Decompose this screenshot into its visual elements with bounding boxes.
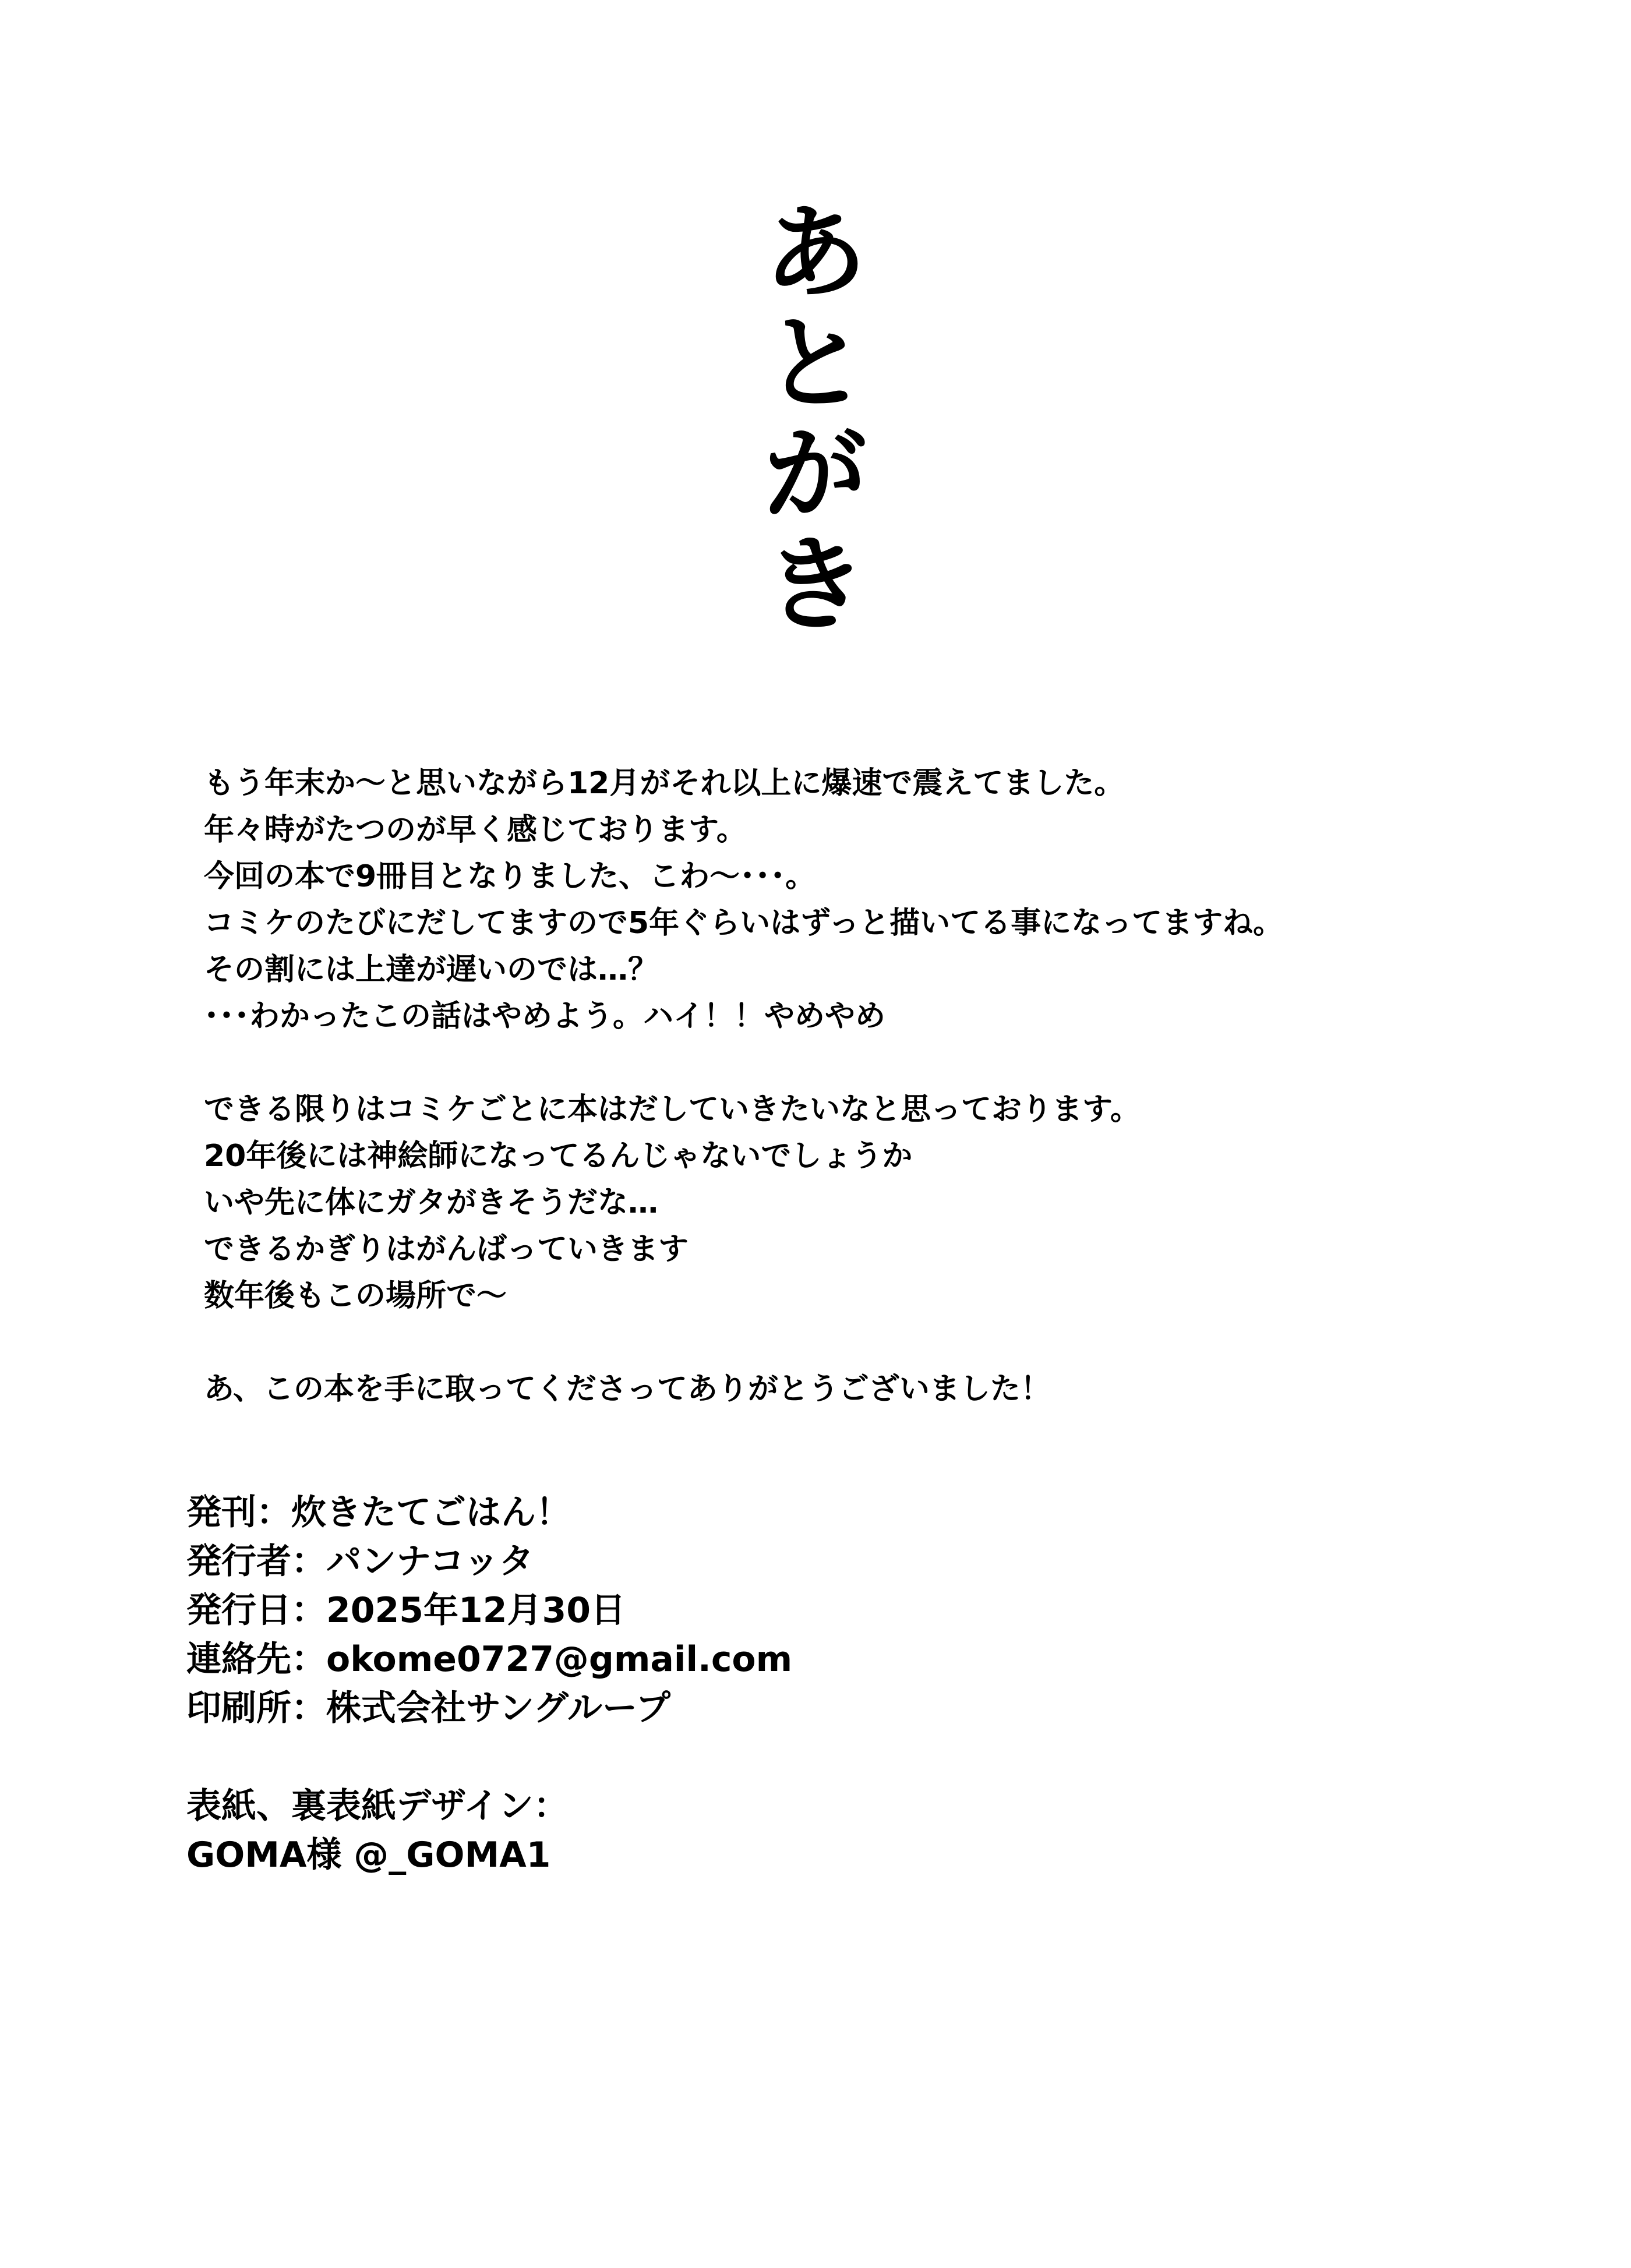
title-char: き — [764, 525, 867, 645]
title-char: が — [764, 415, 867, 534]
colophon — [186, 1488, 1526, 1880]
title-char: あ — [764, 193, 867, 313]
colophon-printer: 印刷所：株式会社サングループ — [186, 1688, 670, 1729]
body-line: 数年後もこの場所で〜 — [204, 1278, 507, 1313]
colophon-design-label: 表紙、裏表紙デザイン： — [186, 1786, 569, 1827]
afterword-title — [0, 193, 1631, 645]
colophon-publisher: 発行者：パンナコッタ — [186, 1541, 534, 1582]
body-line: いや先に体にガタがきそうだな… — [204, 1185, 659, 1220]
body-line: できる限りはコミケごとに本はだしていきたいなと思っております。 — [204, 1092, 1141, 1127]
body-line: 20年後には神絵師になってるんじゃないでしょうか — [204, 1139, 913, 1174]
body-line: あ、この本を手に取ってくださってありがとうございました！ — [204, 1372, 1051, 1407]
body-line: できるかぎりはがんばっていきます — [204, 1232, 689, 1267]
body-line: その割には上達が遅いのでは…？ — [204, 952, 659, 987]
colophon-gap — [186, 1733, 1526, 1782]
body-line: 今回の本で9冊目となりました、こわ〜･･･。 — [204, 859, 816, 894]
colophon-designer: GOMA様 @_GOMA1 — [186, 1835, 551, 1875]
body-line: 年々時がたつのが早く感じております。 — [204, 812, 747, 847]
body-line: コミケのたびにだしてますので5年ぐらいはずっと描いてる事になってますね。 — [204, 906, 1284, 941]
afterword-body — [204, 760, 1544, 1412]
paragraph-gap — [204, 1040, 1544, 1086]
colophon-publication: 発刊：炊きたてごはん！ — [186, 1492, 571, 1533]
paragraph-gap — [204, 1319, 1544, 1366]
colophon-date: 発行日：2025年12月30日 — [186, 1590, 626, 1631]
body-line: もう年末か〜と思いながら12月がそれ以上に爆速で震えてました。 — [204, 766, 1125, 801]
title-char: と — [764, 304, 867, 423]
colophon-contact: 連絡先：okome0727@gmail.com — [186, 1639, 793, 1680]
body-line: ･･･わかったこの話はやめよう。ハイ！！やめやめ — [204, 999, 886, 1034]
